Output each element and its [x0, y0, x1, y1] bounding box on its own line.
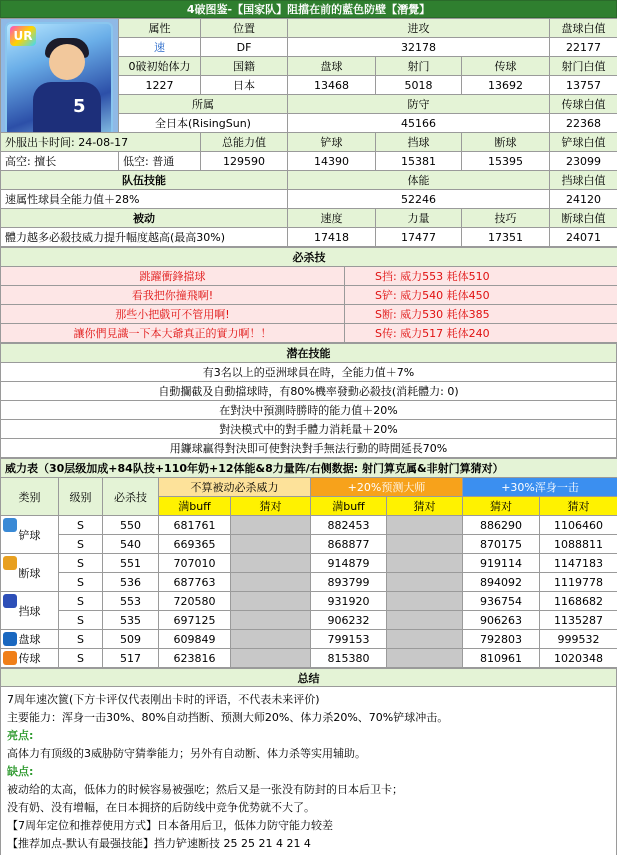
block-icon [3, 594, 17, 608]
label-release-date: 外服出卡时间: 24-08-17 [1, 133, 201, 152]
group-predict-master: +20%预测大师 [311, 478, 463, 497]
value-cell [387, 611, 463, 630]
value-cell: 868877 [311, 535, 387, 554]
group-full-strike: +30%浑身一击 [463, 478, 617, 497]
label-speed: 速度 [288, 209, 376, 228]
value-cell: 1106460 [540, 516, 617, 535]
label-team-skill: 队伍技能 [1, 171, 288, 190]
skill-cell: 517 [103, 649, 159, 668]
label-shoot-white: 射门白值 [550, 57, 617, 76]
value-intercept: 15395 [462, 152, 550, 171]
col-guess: 猜对 [463, 497, 540, 516]
skill-cell: 535 [103, 611, 159, 630]
potential-skill: 用鐮球贏得對決即可使對決對手無法行動的時間延長70% [1, 439, 617, 458]
value-pass-white: 22368 [550, 114, 617, 133]
label-block: 挡球 [376, 133, 462, 152]
label-pass-white: 传球白值 [550, 95, 617, 114]
value-cell: 810961 [463, 649, 540, 668]
potential-skill: 對決模式中的對手體力消耗量＋20% [1, 420, 617, 439]
value-position: DF [201, 38, 288, 57]
col-full-buff: 满buff [311, 497, 387, 516]
value-cell: 931920 [311, 592, 387, 611]
dribble-icon [3, 632, 17, 646]
potential-skill: 自動攔截及自動擋球時，有80%機率發動必殺技(消耗體力: 0) [1, 382, 617, 401]
potential-skill: 有3名以上的亞洲球員在時，全能力值＋7% [1, 363, 617, 382]
type-cell: 盘球 [1, 630, 59, 649]
value-cell [387, 554, 463, 573]
value-cell: 687763 [159, 573, 231, 592]
label-block-white: 挡球白值 [550, 171, 617, 190]
special-skill-stat: S铲: 威力540 耗体450 [345, 286, 617, 305]
value-shoot: 5018 [376, 76, 462, 95]
value-cell: 623816 [159, 649, 231, 668]
value-cell [231, 535, 311, 554]
value-intercept-white: 24071 [550, 228, 617, 247]
level-cell: S [59, 535, 103, 554]
value-high-ball: 高空: 擅长 [1, 152, 119, 171]
value-cell [231, 592, 311, 611]
skill-cell: 553 [103, 592, 159, 611]
label-position: 位置 [201, 19, 288, 38]
table-row [1, 554, 617, 573]
value-cell: 886290 [463, 516, 540, 535]
special-skill-stat: S传: 威力517 耗体240 [345, 324, 617, 343]
level-cell: S [59, 630, 103, 649]
value-cell [387, 649, 463, 668]
skill-cell: 550 [103, 516, 159, 535]
special-skills-table [0, 247, 617, 343]
col-full-buff: 满buff [159, 497, 231, 516]
page-title: 4破图鉴-【国家队】阻擋在前的藍色防壁【潛覺】 [0, 0, 617, 18]
value-cell: 1168682 [540, 592, 617, 611]
label-intercept-white: 断球白值 [550, 209, 617, 228]
info-table [0, 18, 617, 247]
col-guess: 猜对 [231, 497, 311, 516]
special-skill-name: 看我把你撞飛啊! [1, 286, 345, 305]
value-cell: 697125 [159, 611, 231, 630]
skill-cell: 536 [103, 573, 159, 592]
value-technique: 17351 [462, 228, 550, 247]
value-cell: 893799 [311, 573, 387, 592]
special-skill-name: 讓你們見識一下本大爺真正的實力啊！！ [1, 324, 345, 343]
value-cell: 870175 [463, 535, 540, 554]
label-tackle: 铲球 [288, 133, 376, 152]
label-attack: 进攻 [288, 19, 550, 38]
value-cell [387, 573, 463, 592]
value-block: 15381 [376, 152, 462, 171]
value-passive: 體力越多必殺技威力提升幅度越高(最高30%) [1, 228, 288, 247]
level-cell: S [59, 573, 103, 592]
summary-line: 被动给的太高，低体力的时候容易被强吃；然后又是一张没有防封的日本后卫卡； [7, 783, 403, 796]
value-cell: 1020348 [540, 649, 617, 668]
summary-header: 总结 [1, 669, 617, 687]
pass-icon [3, 651, 17, 665]
label-physique: 体能 [288, 171, 550, 190]
table-row [1, 630, 617, 649]
value-pass: 13692 [462, 76, 550, 95]
summary-line: 【7周年定位和推荐使用方式】日本备用后卫，低体力防守能力较差 [7, 819, 333, 832]
skill-cell: 540 [103, 535, 159, 554]
label-pass: 传球 [462, 57, 550, 76]
special-skill-stat: S挡: 威力553 耗体510 [345, 267, 617, 286]
intercept-icon [3, 556, 17, 570]
value-cell [387, 592, 463, 611]
skill-cell: 509 [103, 630, 159, 649]
level-cell: S [59, 649, 103, 668]
type-cell: 传球 [1, 649, 59, 668]
label-intercept: 断球 [462, 133, 550, 152]
table-row [1, 611, 617, 630]
label-nationality: 国籍 [201, 57, 288, 76]
label-passive: 被动 [1, 209, 288, 228]
potential-skill: 在對決中預測時勝時的能力值＋20% [1, 401, 617, 420]
table-row [1, 535, 617, 554]
player-portrait [1, 19, 119, 133]
type-cell: 挡球 [1, 592, 59, 630]
power-table-title: 威力表（30层级加成+84队技+110年奶+12体能&8力量阵/右侧数据: 射门算克属&非射门算猜对） [1, 459, 617, 478]
summary-line: 主要能力：浑身一击30%、80%自动挡断、预测大师20%、体力杀20%、70%铲球冲击。 [7, 711, 449, 724]
value-cell [387, 516, 463, 535]
value-cell [231, 573, 311, 592]
label-dribble-white: 盘球白值 [550, 19, 617, 38]
level-cell: S [59, 592, 103, 611]
type-cell: 铲球 [1, 516, 59, 554]
summary-body [1, 687, 617, 855]
label-shoot: 射门 [376, 57, 462, 76]
level-cell: S [59, 611, 103, 630]
potential-skills-table [0, 343, 617, 458]
value-cell: 999532 [540, 630, 617, 649]
value-defense: 45166 [288, 114, 550, 133]
value-shoot-white: 13757 [550, 76, 617, 95]
card-art: UR 5 [5, 22, 113, 133]
table-row [1, 573, 617, 592]
level-cell: S [59, 516, 103, 535]
label-team: 所属 [119, 95, 288, 114]
value-stamina: 1227 [119, 76, 201, 95]
value-attack: 32178 [288, 38, 550, 57]
label-attribute: 属性 [119, 19, 201, 38]
summary-line: 高体力有顶级的3威胁防守猜拳能力；另外有自动断、体力杀等实用辅助。 [7, 747, 366, 760]
value-dribble: 13468 [288, 76, 376, 95]
value-cell [231, 649, 311, 668]
value-cell: 894092 [463, 573, 540, 592]
value-cell [231, 611, 311, 630]
value-cell [231, 554, 311, 573]
value-cell: 936754 [463, 592, 540, 611]
value-cell: 882453 [311, 516, 387, 535]
value-team: 全日本(RisingSun) [119, 114, 288, 133]
value-cell: 720580 [159, 592, 231, 611]
special-skill-name: 那些小把戲可不管用啊! [1, 305, 345, 324]
summary-line: 【推荐加点-默认有最强技能】挡力铲速断技 25 25 21 4 21 4 [7, 837, 311, 850]
value-cell [387, 630, 463, 649]
value-cell [231, 516, 311, 535]
level-cell: S [59, 554, 103, 573]
label-stamina: 0破初始体力 [119, 57, 201, 76]
value-block-white: 24120 [550, 190, 617, 209]
label-defense: 防守 [288, 95, 550, 114]
col-guess: 猜对 [540, 497, 617, 516]
value-attribute: 速 [119, 38, 201, 57]
power-table [0, 458, 617, 668]
value-tackle-white: 23099 [550, 152, 617, 171]
value-power: 17477 [376, 228, 462, 247]
summary-table [0, 668, 617, 855]
col-level: 级别 [59, 478, 103, 516]
label-technique: 技巧 [462, 209, 550, 228]
value-cell: 792803 [463, 630, 540, 649]
value-total: 129590 [201, 152, 288, 171]
col-skill: 必杀技 [103, 478, 159, 516]
value-cell: 1135287 [540, 611, 617, 630]
value-cell: 669365 [159, 535, 231, 554]
table-row [1, 649, 617, 668]
value-team-skill: 速属性球員全能力值＋28% [1, 190, 288, 209]
value-dribble-white: 22177 [550, 38, 617, 57]
label-total: 总能力值 [201, 133, 288, 152]
label-power: 力量 [376, 209, 462, 228]
special-skills-header: 必杀技 [1, 248, 617, 267]
col-type: 类别 [1, 478, 59, 516]
group-no-passive: 不算被动必杀威力 [159, 478, 311, 497]
value-cell: 1119778 [540, 573, 617, 592]
rarity-badge-icon: UR [10, 26, 36, 46]
value-cell: 906263 [463, 611, 540, 630]
value-cell: 906232 [311, 611, 387, 630]
value-low-ball: 低空: 普通 [119, 152, 201, 171]
special-skill-stat: S断: 威力530 耗体385 [345, 305, 617, 324]
summary-line: 没有奶、没有增幅，在日本拥挤的后防线中竞争优势就不大了。 [7, 801, 315, 814]
value-tackle: 14390 [288, 152, 376, 171]
type-cell: 断球 [1, 554, 59, 592]
weakness-label: 缺点: [7, 765, 34, 778]
potential-skills-header: 潜在技能 [1, 344, 617, 363]
value-physique: 52246 [288, 190, 550, 209]
summary-line: 7周年速次篋(下方卡评仅代表刚出卡时的评语，不代表未来评价) [7, 693, 320, 706]
value-cell: 799153 [311, 630, 387, 649]
value-cell: 681761 [159, 516, 231, 535]
label-dribble: 盘球 [288, 57, 376, 76]
label-tackle-white: 铲球白值 [550, 133, 617, 152]
col-guess: 猜对 [387, 497, 463, 516]
value-cell: 914879 [311, 554, 387, 573]
table-row [1, 516, 617, 535]
tackle-icon [3, 518, 17, 532]
value-cell: 1147183 [540, 554, 617, 573]
skill-cell: 551 [103, 554, 159, 573]
value-cell: 815380 [311, 649, 387, 668]
value-speed: 17418 [288, 228, 376, 247]
table-row [1, 592, 617, 611]
value-nationality: 日本 [201, 76, 288, 95]
value-cell: 609849 [159, 630, 231, 649]
highlight-label: 亮点: [7, 729, 34, 742]
value-cell: 919114 [463, 554, 540, 573]
special-skill-name: 跳躍衝鋒擋球 [1, 267, 345, 286]
value-cell: 1088811 [540, 535, 617, 554]
value-cell: 707010 [159, 554, 231, 573]
value-cell [231, 630, 311, 649]
value-cell [387, 535, 463, 554]
